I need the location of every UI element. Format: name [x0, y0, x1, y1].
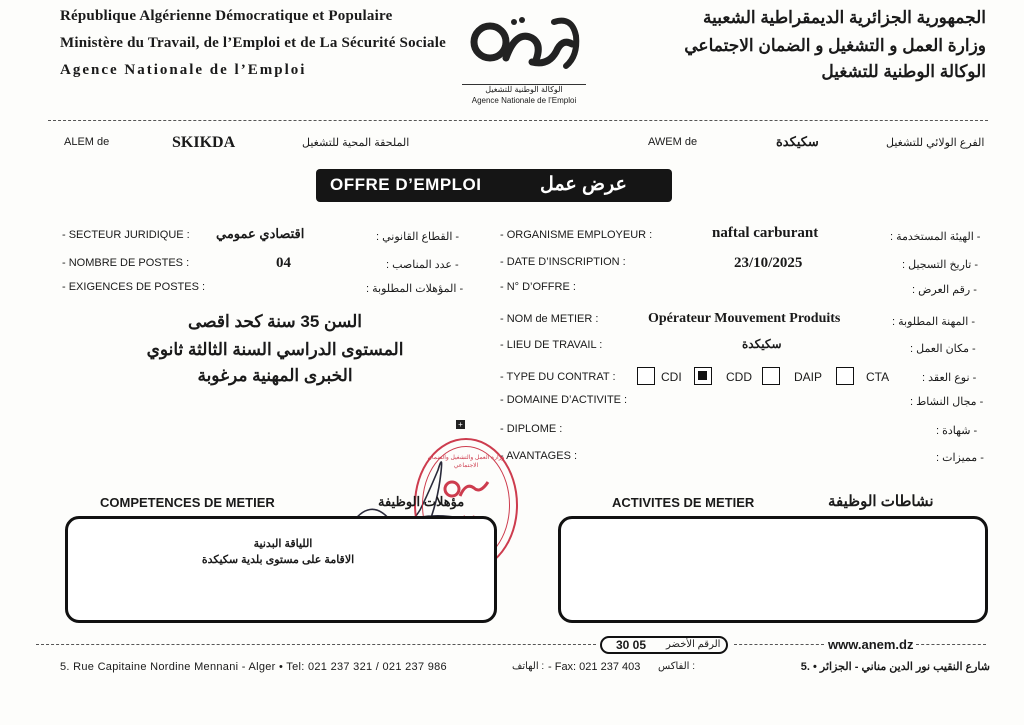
secteur-value: اقتصادي عمومي [216, 226, 305, 241]
organisme-label-ar: - الهيئة المستخدمة : [890, 231, 981, 243]
competences-box [65, 516, 497, 623]
secteur-label-ar: - القطاع القانوني : [376, 231, 460, 243]
avantages-label-ar: - مميزات : [936, 452, 984, 464]
awem-label: AWEM de [648, 136, 698, 148]
postes-label: - NOMBRE DE POSTES : [62, 257, 190, 269]
alem-label-ar: الملحقة المحية للتشغيل [302, 137, 410, 149]
offer-title-bar [316, 169, 672, 202]
contract-cdi-label: CDI [661, 370, 682, 384]
activites-title-ar: نشاطات الوظيفة [828, 493, 934, 510]
competence-line-1: اللياقة البدنية [253, 538, 313, 550]
secteur-label: - SECTEUR JURIDIQUE : [62, 229, 190, 241]
header-ar-line2: وزارة العمل و التشغيل و الضمان الاجتماعي [684, 36, 986, 55]
metier-value: Opérateur Mouvement Produits [648, 311, 841, 326]
requirement-line-2: المستوى الدراسي السنة الثالثة ثانوي [146, 340, 404, 359]
domaine-label-ar: - مجال النشاط : [910, 396, 984, 408]
competence-line-2: الاقامة على مستوى بلدية سكيكدة [201, 554, 355, 566]
contract-daip-label: DAIP [794, 370, 823, 384]
header-ministry-line1: République Algérienne Démocratique et Populaire [60, 8, 393, 24]
awem-label-ar: الفرع الولائي للتشغيل [886, 137, 985, 149]
offre-label-ar: - رقم العرض : [912, 284, 977, 296]
title-fr: OFFRE D’EMPLOI [330, 175, 482, 194]
contrat-label: - TYPE DU CONTRAT : [500, 371, 616, 383]
postes-label-ar: - عدد المناصب : [386, 259, 459, 271]
date-label-ar: - تاريخ التسجيل : [902, 259, 979, 271]
requirement-line-3: الخبرى المهنية مرغوبة [197, 366, 353, 385]
lieu-label-ar: - مكان العمل : [910, 343, 976, 355]
diplome-label: - DIPLOME : [500, 423, 563, 435]
awem-value: سكيكدة [776, 134, 819, 149]
footer-phone-ar: : الهاتف [512, 661, 545, 672]
activites-box [558, 516, 988, 623]
anem-logo-icon [462, 8, 586, 82]
date-value: 23/10/2025 [734, 255, 803, 271]
requirement-line-1: السن 35 سنة كحد اقصى [187, 312, 363, 331]
contrat-label-ar: - نوع العقد : [922, 372, 977, 384]
avantages-label: - AVANTAGES : [500, 450, 578, 462]
plus-marker-icon: + [456, 420, 465, 429]
header-ar-line3: الوكالة الوطنية للتشغيل [821, 62, 986, 81]
contract-cta-checkbox[interactable] [836, 367, 854, 385]
footer-divider-left [36, 644, 596, 645]
header-divider [48, 120, 988, 121]
competences-title-ar: مؤهلات الوظيفة [378, 494, 465, 509]
website-link[interactable]: www.anem.dz [828, 637, 914, 652]
competences-title-fr: COMPETENCES DE METIER [100, 495, 275, 510]
title-ar: عرض عمل [540, 174, 627, 195]
postes-value: 04 [276, 255, 291, 271]
offre-label: - N° D’OFFRE : [500, 281, 576, 293]
green-number-badge [600, 636, 728, 654]
contract-cdi-checkbox[interactable] [637, 367, 655, 385]
header-ministry-line3: Agence Nationale de l’Emploi [60, 62, 307, 78]
header-ar-line1: الجمهورية الجزائرية الديمقراطية الشعبية [703, 8, 986, 27]
footer-address-fr: 5. Rue Capitaine Nordine Mennani - Alger • Tel: 021 237 321 / 021 237 986 [60, 661, 447, 673]
diplome-label-ar: - شهادة : [936, 425, 978, 437]
metier-label-ar: - المهنة المطلوبة : [892, 316, 976, 328]
footer-fax: - Fax: 021 237 403 [548, 661, 641, 673]
anem-logo [462, 8, 586, 108]
alem-value: SKIKDA [172, 134, 236, 151]
contract-daip-checkbox[interactable] [762, 367, 780, 385]
header-ministry-line2: Ministère du Travail, de l’Emploi et de La Sécurité Sociale [60, 35, 446, 51]
contract-cta-label: CTA [866, 370, 890, 384]
logo-caption-fr: Agence Nationale de l’Emploi [471, 96, 577, 105]
lieu-value: سكيكدة [742, 337, 782, 351]
alem-label: ALEM de [64, 136, 110, 148]
footer-divider-right [916, 644, 986, 645]
metier-label: - NOM de METIER : [500, 313, 599, 325]
organisme-label: - ORGANISME EMPLOYEUR : [500, 229, 653, 241]
footer-fax-ar: : الفاكس [658, 661, 695, 672]
organisme-value: naftal carburant [712, 225, 819, 241]
logo-caption-ar: الوكالة الوطنية للتشغيل [462, 84, 586, 94]
green-number-label: الرقم الأخضر [666, 639, 721, 650]
stamp-outer-text: وزارة العمل والتشغيل والضمان الاجتماعي [427, 455, 505, 469]
contract-cdd-checkbox[interactable] [694, 367, 712, 385]
date-label: - DATE D’INSCRIPTION : [500, 256, 626, 268]
footer-divider-mid [734, 644, 824, 645]
lieu-label: - LIEU DE TRAVAIL : [500, 339, 603, 351]
exigences-label-ar: - المؤهلات المطلوبة : [366, 283, 464, 295]
exigences-label: - EXIGENCES DE POSTES : [62, 281, 206, 293]
footer-address-ar: شارع النقيب نور الدين مناني - الجزائر • .5 [800, 661, 990, 673]
activites-title-fr: ACTIVITES DE METIER [612, 495, 755, 510]
contract-cdd-label: CDD [726, 370, 752, 384]
domaine-label: - DOMAINE D’ACTIVITE : [500, 394, 628, 406]
green-number: 30 05 [616, 638, 647, 652]
